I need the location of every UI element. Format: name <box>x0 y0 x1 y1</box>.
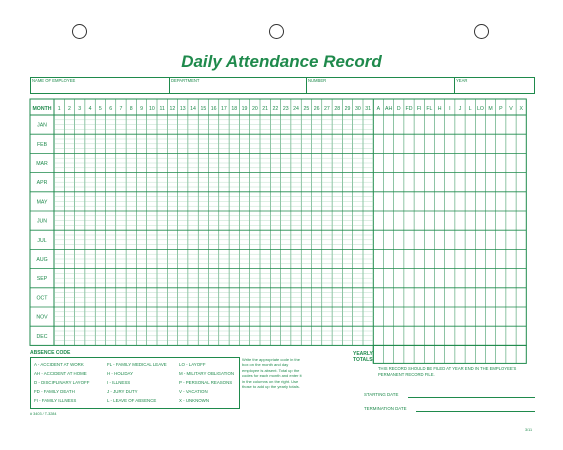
absence-code-item: I - ILLNESS <box>107 380 131 385</box>
day-header-15: 15 <box>200 106 207 112</box>
day-header-5: 5 <box>98 106 102 112</box>
absence-code-item: L - LEAVE OF ABSENCE <box>107 398 157 403</box>
code-header-x: X <box>519 106 523 112</box>
day-header-10: 10 <box>148 106 155 112</box>
day-header-7: 7 <box>119 106 123 112</box>
day-header-1: 1 <box>57 106 61 112</box>
code-header-fi: FI <box>416 106 422 112</box>
absence-code-item: H - HOLIDAY <box>107 371 134 376</box>
day-header-13: 13 <box>179 106 186 112</box>
starting-date-row <box>364 392 398 397</box>
absence-code-item: LO - LAYOFF <box>179 362 206 367</box>
starting-date-field[interactable] <box>408 397 535 398</box>
absence-code-title: ABSENCE CODE <box>30 350 71 356</box>
month-label-mar: MAR <box>36 161 48 167</box>
month-label-nov: NOV <box>36 314 48 321</box>
department-field[interactable]: DEPARTMENT <box>169 78 306 93</box>
code-header-fl: FL <box>426 106 433 112</box>
day-header-27: 27 <box>324 106 330 112</box>
absence-code-item: FI - FAMILY ILLNESS <box>34 398 77 403</box>
absence-code-box <box>30 357 240 409</box>
absence-code-item: X - UNKNOWN <box>179 398 210 403</box>
day-header-20: 20 <box>251 106 258 112</box>
absence-code-item: FD - FAMILY DEATH <box>34 389 75 394</box>
filing-note: THIS RECORD SHOULD BE FILED AT YEAR END IN THE EMPLOYEE'S PERMANENT RECORD FILE. <box>378 366 517 377</box>
number-field[interactable]: NUMBER <box>306 78 454 93</box>
code-header-h: H <box>437 106 442 112</box>
code-header-lo: LO <box>476 106 484 112</box>
termination-date-field[interactable] <box>416 411 535 412</box>
absence-code-item: M - MILITARY OBLIGATION <box>179 371 235 376</box>
absence-code-item: D - DISCIPLINARY LAYOFF <box>34 380 90 385</box>
code-header-l: L <box>468 106 472 112</box>
code-header-v: V <box>509 106 513 112</box>
yearly-label: YEARLY <box>353 351 373 357</box>
day-header-6: 6 <box>109 106 113 112</box>
day-header-29: 29 <box>344 106 351 112</box>
code-header-d: D <box>396 106 401 112</box>
absence-code-item: A - ACCIDENT AT WORK <box>34 362 84 367</box>
termination-date-row <box>364 406 407 411</box>
year-field[interactable]: YEAR <box>454 78 536 93</box>
code-header-p: P <box>499 106 503 112</box>
day-header-23: 23 <box>282 106 289 112</box>
code-header-a: A <box>376 106 381 112</box>
month-label-aug: AUG <box>36 257 48 263</box>
month-label-jul: JUL <box>37 237 47 244</box>
grid-frame <box>30 99 526 345</box>
day-header-2: 2 <box>68 106 71 112</box>
day-header-31: 31 <box>365 106 372 112</box>
day-header-3: 3 <box>78 106 82 112</box>
day-header-9: 9 <box>140 106 143 112</box>
yearly-totals-row <box>373 345 526 363</box>
day-header-24: 24 <box>293 106 299 112</box>
absence-code-item: J - JURY DUTY <box>107 389 138 394</box>
day-header-19: 19 <box>241 106 248 112</box>
absence-code-item: AH - ACCIDENT AT HOME <box>34 371 87 376</box>
day-header-30: 30 <box>354 106 361 112</box>
month-header: MONTH <box>32 106 52 112</box>
absence-code-item: V - VACATION <box>179 389 208 394</box>
day-header-8: 8 <box>129 106 133 112</box>
day-header-26: 26 <box>313 106 320 112</box>
day-header-28: 28 <box>334 106 341 112</box>
month-label-feb: FEB <box>36 141 48 148</box>
month-label-dec: DEC <box>36 333 48 340</box>
day-header-16: 16 <box>210 106 217 112</box>
termination-date-label: TERMINATION DATE <box>364 406 407 411</box>
code-header-m: M <box>488 106 493 112</box>
day-header-21: 21 <box>262 106 269 112</box>
instructions-text: Write the appropriate code in the box on the month and day employee is absent. Total up the codes for each month and enter it in the columns on the right. Use those to add up the yearly totals. <box>242 357 302 390</box>
name-of-employee-field[interactable]: NAME OF EMPLOYEE <box>32 78 76 83</box>
code-header-i: I <box>449 106 451 112</box>
day-header-25: 25 <box>303 106 310 112</box>
code-header-fd: FD <box>405 106 413 112</box>
month-label-apr: APR <box>36 180 48 187</box>
day-header-22: 22 <box>272 106 279 112</box>
day-header-17: 17 <box>221 106 227 112</box>
form-number: # 3403 / T-3284 <box>30 412 57 416</box>
month-label-may: MAY <box>36 199 48 206</box>
code-header-ah: AH <box>384 106 393 112</box>
day-header-14: 14 <box>190 106 196 112</box>
month-label-sep: SEP <box>36 276 48 283</box>
month-label-jan: JAN <box>37 122 47 129</box>
starting-date-label: STARTING DATE <box>364 392 399 397</box>
day-header-12: 12 <box>169 106 176 112</box>
totals-label: TOTALS <box>353 357 373 363</box>
day-header-18: 18 <box>231 106 238 112</box>
page-reference: 3/11 <box>525 428 533 432</box>
day-header-11: 11 <box>159 106 165 112</box>
month-label-oct: OCT <box>36 295 48 302</box>
day-header-4: 4 <box>88 106 92 112</box>
page-title: Daily Attendance Record <box>181 52 382 71</box>
code-header-j: J <box>458 106 462 112</box>
absence-code-item: P - PERSONAL REASONS <box>179 380 233 385</box>
month-label-jun: JUN <box>36 218 48 225</box>
absence-code-item: FL - FAMILY MEDICAL LEAVE <box>107 362 167 367</box>
